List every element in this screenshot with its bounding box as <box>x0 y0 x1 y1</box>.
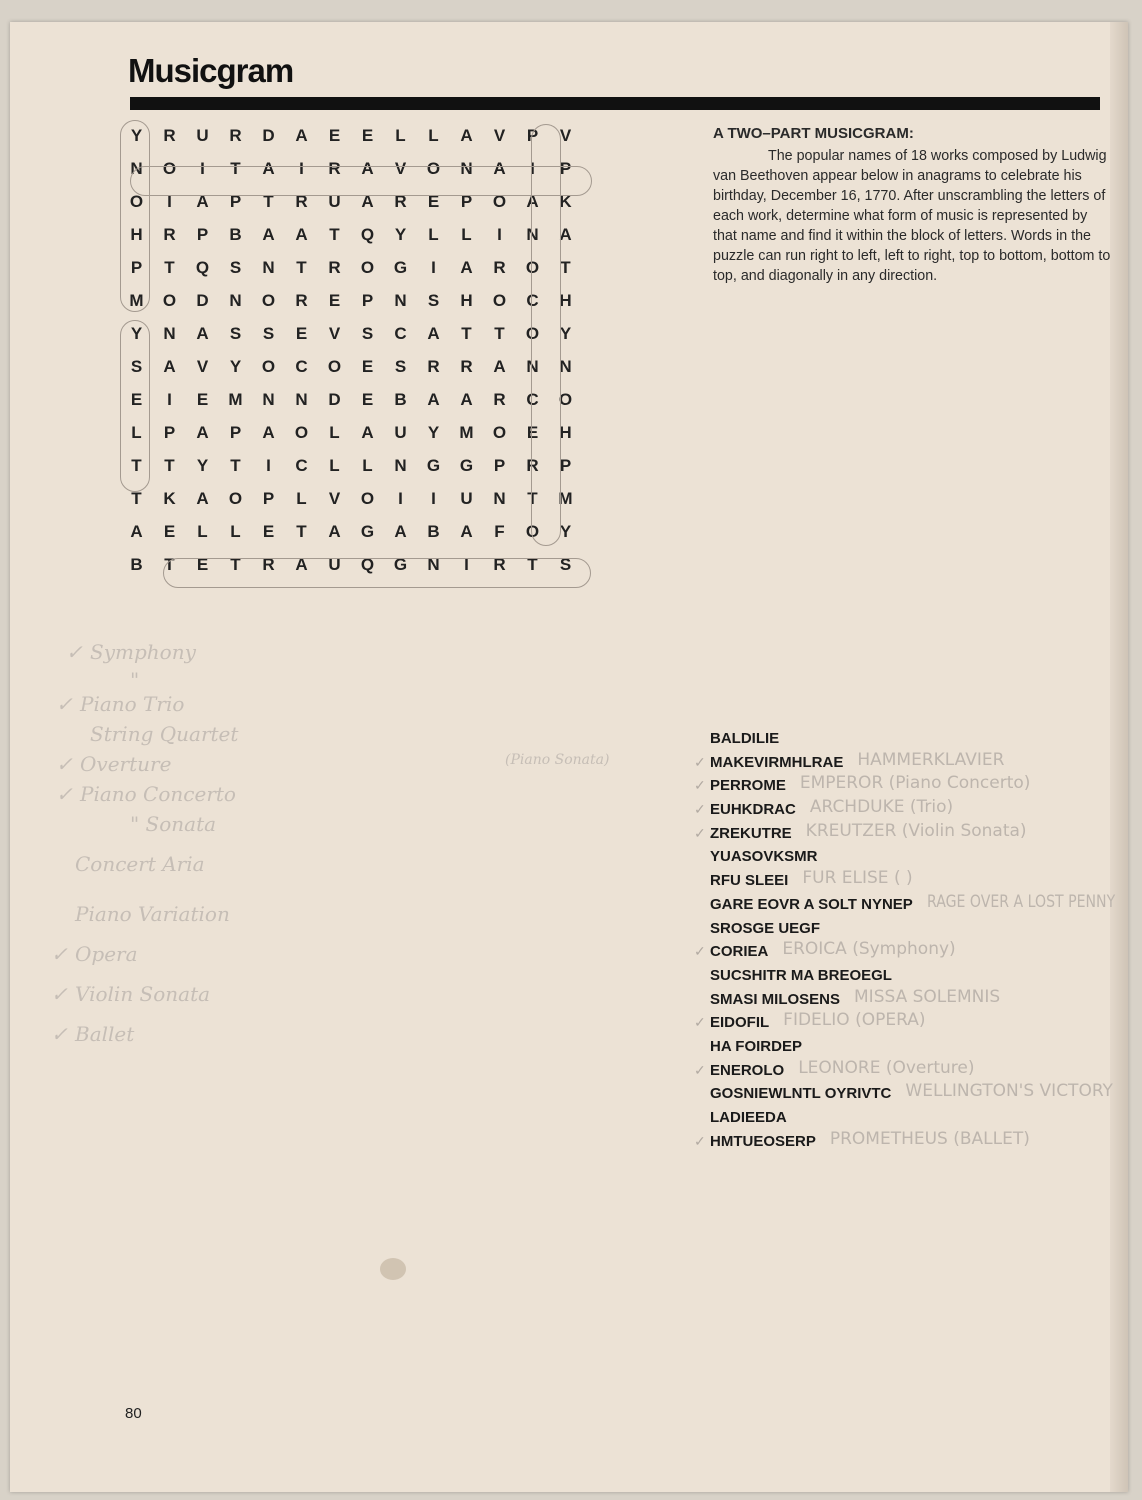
grid-letter: P <box>163 422 176 442</box>
grid-letter: Q <box>360 554 375 574</box>
grid-letter: I <box>464 554 469 574</box>
grid-letter: C <box>394 323 407 343</box>
pencil-highlight <box>531 124 561 546</box>
grid-letter: A <box>526 191 539 211</box>
grid-letter: O <box>228 488 243 508</box>
grid-letter: O <box>492 191 507 211</box>
grid-letter: E <box>196 389 209 409</box>
pencil-answer: LEONORE (Overture) <box>798 1057 975 1078</box>
margin-note: Violin Sonata <box>75 982 211 1006</box>
grid-letter: E <box>262 521 275 541</box>
grid-letter: V <box>493 125 506 145</box>
paper-stain <box>380 1258 406 1280</box>
pencil-answer: RAGE OVER A LOST PENNY <box>926 891 1115 912</box>
grid-letter: H <box>130 224 143 244</box>
margin-note: String Quartet <box>90 722 239 746</box>
grid-letter: K <box>559 191 572 211</box>
grid-letter: A <box>460 257 473 277</box>
grid-letter: R <box>460 356 473 376</box>
grid-letter: Q <box>195 257 210 277</box>
grid-letter: T <box>329 224 340 244</box>
grid-letter: T <box>296 521 307 541</box>
grid-letter: S <box>361 323 374 343</box>
scrambled-word: CORIEA <box>710 943 769 961</box>
pencil-answer: ARCHDUKE (Trio) <box>809 797 954 818</box>
grid-letter: L <box>428 125 439 145</box>
margin-note: Symphony <box>90 640 196 664</box>
grid-letter: N <box>229 290 242 310</box>
grid-letter: I <box>299 158 304 178</box>
margin-note: Concert Aria <box>75 852 205 876</box>
grid-letter: O <box>558 389 573 409</box>
grid-letter: I <box>497 224 502 244</box>
grid-letter: A <box>328 521 341 541</box>
grid-letter: E <box>328 125 341 145</box>
grid-letter: T <box>527 488 538 508</box>
grid-letter: N <box>163 323 176 343</box>
pencil-answer: MISSA SOLEMNIS <box>854 986 1001 1007</box>
grid-letter: A <box>427 323 440 343</box>
pencil-highlight <box>120 320 150 492</box>
grid-letter: N <box>394 290 407 310</box>
pencil-highlight <box>130 166 592 196</box>
intro-text: The popular names of 18 works composed by Ludwig van Beethoven appear below in anagrams to celebrate his birthday, December 16, 1770. After unscrambling the letters of each work, determine what form of music is represented by that name and find it within the block of letters. Words in the puzzle can run right to left, left to right, top to bottom, bottom to top, and diagonally in any direction. <box>713 148 1111 284</box>
grid-letter: A <box>493 356 506 376</box>
grid-letter: N <box>295 389 308 409</box>
grid-letter: L <box>197 521 208 541</box>
grid-letter: U <box>328 191 341 211</box>
grid-letter: N <box>427 554 440 574</box>
scrambled-word: EUHKDRAC <box>710 801 796 819</box>
grid-letter: R <box>262 554 275 574</box>
pencil-answer: HAMMERKLAVIER <box>857 749 1005 770</box>
grid-letter: E <box>163 521 176 541</box>
grid-letter: P <box>229 422 242 442</box>
pencil-answer: PROMETHEUS (BALLET) <box>829 1128 1030 1149</box>
scrambled-word: MAKEVIRMHLRAE <box>710 753 844 771</box>
scrambled-word: GARE EOVR A SOLT NYNEP <box>710 895 913 913</box>
grid-letter: A <box>394 521 407 541</box>
scrambled-word: EIDOFIL <box>710 1014 770 1032</box>
grid-letter: E <box>526 422 539 442</box>
margin-note: Ballet <box>75 1022 135 1046</box>
grid-letter: O <box>426 158 441 178</box>
scrambled-word: PERROME <box>710 777 786 795</box>
grid-letter: T <box>131 488 142 508</box>
grid-letter: Y <box>559 521 572 541</box>
grid-letter: R <box>493 389 506 409</box>
grid-letter: N <box>526 224 539 244</box>
pencil-check-icon: ✓ <box>51 982 68 1006</box>
grid-letter: R <box>328 158 341 178</box>
pencil-check-icon: ✓ <box>56 752 73 776</box>
grid-letter: I <box>266 455 271 475</box>
grid-letter: V <box>559 125 572 145</box>
grid-letter: E <box>295 323 308 343</box>
grid-letter: O <box>261 356 276 376</box>
grid-letter: S <box>130 356 143 376</box>
grid-letter: V <box>328 488 341 508</box>
grid-letter: P <box>559 158 572 178</box>
scrambled-word: GOSNIEWLNTL OYRIVTC <box>710 1085 892 1103</box>
margin-note: Piano Trio <box>80 692 185 716</box>
grid-letter: E <box>196 554 209 574</box>
grid-letter: C <box>526 389 539 409</box>
grid-letter: T <box>164 554 175 574</box>
grid-letter: O <box>360 257 375 277</box>
grid-letter: P <box>361 290 374 310</box>
grid-letter: S <box>262 323 275 343</box>
grid-letter: V <box>394 158 407 178</box>
grid-letter: U <box>328 554 341 574</box>
grid-letter: I <box>530 158 535 178</box>
scrambled-word: SMASI MILOSENS <box>710 990 841 1008</box>
grid-letter: U <box>394 422 407 442</box>
scrambled-word: ENEROLO <box>710 1061 785 1079</box>
grid-letter: A <box>196 422 209 442</box>
grid-letter: T <box>527 554 538 574</box>
grid-letter: L <box>362 455 373 475</box>
pencil-check-icon: ✓ <box>694 1014 706 1031</box>
anagram-row <box>694 1010 1120 1038</box>
grid-letter: A <box>262 422 275 442</box>
grid-letter: O <box>492 422 507 442</box>
grid-letter: N <box>394 455 407 475</box>
grid-letter: O <box>294 422 309 442</box>
magazine-page <box>10 22 1128 1492</box>
grid-letter: A <box>460 521 473 541</box>
scrambled-word: YUASOVKSMR <box>710 848 818 866</box>
anagram-row <box>694 939 1120 967</box>
margin-note: Opera <box>75 942 138 966</box>
grid-letter: T <box>461 323 472 343</box>
grid-letter: F <box>494 521 505 541</box>
anagram-row <box>710 848 1120 872</box>
grid-letter: N <box>262 257 275 277</box>
grid-letter: E <box>361 356 374 376</box>
grid-letter: E <box>328 290 341 310</box>
grid-letter: Y <box>130 323 143 343</box>
pencil-highlight <box>163 558 591 588</box>
grid-letter: D <box>262 125 275 145</box>
grid-letter: O <box>492 290 507 310</box>
grid-letter: A <box>295 554 308 574</box>
grid-letter: T <box>560 257 571 277</box>
grid-letter: T <box>131 455 142 475</box>
grid-letter: G <box>360 521 375 541</box>
scrambled-word: LADIEEDA <box>710 1109 787 1126</box>
grid-letter: P <box>130 257 143 277</box>
grid-letter: O <box>525 257 540 277</box>
grid-letter: S <box>394 356 407 376</box>
grid-letter: R <box>493 554 506 574</box>
margin-note: Piano Variation <box>75 902 230 926</box>
intro-heading: A TWO–PART MUSICGRAM: <box>713 125 914 142</box>
grid-letter: C <box>526 290 539 310</box>
grid-letter: B <box>427 521 440 541</box>
grid-letter: M <box>459 422 474 442</box>
anagram-list <box>694 730 1120 1156</box>
margin-note: " <box>130 668 140 692</box>
grid-letter: T <box>230 554 241 574</box>
grid-letter: R <box>295 290 308 310</box>
pencil-answer: EMPEROR (Piano Concerto) <box>799 773 1031 794</box>
grid-letter: A <box>427 389 440 409</box>
grid-letter: A <box>196 323 209 343</box>
grid-letter: G <box>426 455 441 475</box>
grid-letter: E <box>361 389 374 409</box>
grid-letter: T <box>494 323 505 343</box>
pencil-check-icon: ✓ <box>694 824 706 841</box>
grid-letter: A <box>163 356 176 376</box>
page-title: Musicgram <box>128 52 294 89</box>
grid-letter: I <box>398 488 403 508</box>
grid-letter: Y <box>394 224 407 244</box>
grid-letter: A <box>196 488 209 508</box>
grid-letter: L <box>329 422 340 442</box>
grid-letter: I <box>167 389 172 409</box>
anagram-row <box>694 820 1120 849</box>
grid-letter: P <box>229 191 242 211</box>
grid-letter: O <box>327 356 342 376</box>
grid-letter: I <box>431 257 436 277</box>
scrambled-word: SUCSHITR MA BREOEGL <box>710 966 892 984</box>
grid-letter: U <box>460 488 473 508</box>
grid-letter: A <box>460 389 473 409</box>
grid-letter: O <box>525 323 540 343</box>
grid-letter: A <box>295 224 308 244</box>
grid-letter: B <box>229 224 242 244</box>
grid-letter: Y <box>427 422 440 442</box>
grid-letter: Y <box>196 455 209 475</box>
scrambled-word: ZREKUTRE <box>710 824 792 842</box>
pencil-check-icon: ✓ <box>694 943 706 960</box>
grid-letter: L <box>131 422 142 442</box>
grid-letter: D <box>328 389 341 409</box>
pencil-check-icon: ✓ <box>694 801 706 818</box>
grid-letter: O <box>261 290 276 310</box>
grid-letter: N <box>493 488 506 508</box>
grid-letter: Y <box>229 356 242 376</box>
grid-letter: B <box>394 389 407 409</box>
grid-letter: R <box>427 356 440 376</box>
grid-letter: T <box>164 257 175 277</box>
grid-letter: C <box>295 455 308 475</box>
grid-letter: H <box>460 290 473 310</box>
grid-letter: I <box>200 158 205 178</box>
grid-letter: V <box>196 356 209 376</box>
grid-letter: A <box>361 191 374 211</box>
grid-letter: T <box>230 455 241 475</box>
grid-letter: C <box>295 356 308 376</box>
grid-letter: E <box>361 125 374 145</box>
grid-letter: R <box>493 257 506 277</box>
pencil-check-icon: ✓ <box>56 782 73 806</box>
pencil-check-icon: ✓ <box>66 640 83 664</box>
scrambled-word: HMTUEOSERP <box>710 1132 816 1150</box>
grid-letter: R <box>328 257 341 277</box>
grid-letter: R <box>229 125 242 145</box>
pencil-side-note: (Piano Sonata) <box>505 752 610 768</box>
grid-letter: D <box>196 290 209 310</box>
margin-note: Overture <box>80 752 172 776</box>
anagram-row <box>710 1081 1120 1109</box>
grid-letter: R <box>526 455 539 475</box>
grid-letter: H <box>559 290 572 310</box>
grid-letter: T <box>263 191 274 211</box>
scrambled-word: RFU SLEEI <box>710 872 789 890</box>
pencil-highlight <box>120 120 150 312</box>
grid-letter: O <box>360 488 375 508</box>
grid-letter: L <box>461 224 472 244</box>
pencil-check-icon: ✓ <box>56 692 73 716</box>
grid-letter: I <box>431 488 436 508</box>
grid-letter: R <box>295 191 308 211</box>
grid-letter: Y <box>559 323 572 343</box>
grid-letter: Y <box>130 125 143 145</box>
grid-letter: S <box>427 290 440 310</box>
grid-letter: G <box>459 455 474 475</box>
grid-letter: T <box>164 455 175 475</box>
grid-letter: P <box>196 224 209 244</box>
grid-letter: G <box>393 257 408 277</box>
grid-letter: A <box>361 422 374 442</box>
pencil-check-icon: ✓ <box>51 942 68 966</box>
grid-letter: N <box>262 389 275 409</box>
grid-letter: O <box>162 158 177 178</box>
grid-letter: U <box>196 125 209 145</box>
grid-letter: A <box>460 125 473 145</box>
grid-letter: I <box>167 191 172 211</box>
grid-letter: P <box>526 125 539 145</box>
grid-letter: G <box>393 554 408 574</box>
grid-letter: N <box>559 356 572 376</box>
grid-letter: N <box>526 356 539 376</box>
grid-letter: E <box>130 389 143 409</box>
pencil-answer: KREUTZER (Violin Sonata) <box>805 820 1027 841</box>
grid-letter: P <box>559 455 572 475</box>
grid-letter: A <box>262 224 275 244</box>
grid-letter: M <box>228 389 243 409</box>
grid-letter: S <box>559 554 572 574</box>
grid-letter: A <box>196 191 209 211</box>
grid-letter: V <box>328 323 341 343</box>
grid-letter: P <box>460 191 473 211</box>
pencil-check-icon: ✓ <box>694 1061 706 1078</box>
pencil-check-icon: ✓ <box>51 1022 68 1046</box>
intro-section <box>713 125 1113 286</box>
pencil-answer: FIDELIO (OPERA) <box>783 1010 926 1031</box>
grid-letter: S <box>229 323 242 343</box>
grid-letter: A <box>130 521 143 541</box>
grid-letter: L <box>329 455 340 475</box>
grid-letter: L <box>230 521 241 541</box>
grid-letter: S <box>229 257 242 277</box>
grid-letter: M <box>129 290 144 310</box>
scrambled-word: HA FOIRDEP <box>710 1037 802 1055</box>
grid-letter: P <box>493 455 506 475</box>
grid-letter: Q <box>360 224 375 244</box>
scrambled-word: BALDILIE <box>710 730 780 747</box>
scrambled-word: SROSGE UEGF <box>710 919 821 937</box>
grid-letter: R <box>163 125 176 145</box>
anagram-row <box>710 891 1120 920</box>
grid-letter: A <box>361 158 374 178</box>
anagram-row <box>694 1128 1120 1157</box>
grid-letter: R <box>394 191 407 211</box>
grid-letter: T <box>296 257 307 277</box>
title-rule <box>130 97 1100 110</box>
grid-letter: L <box>296 488 307 508</box>
grid-letter: O <box>162 290 177 310</box>
pencil-check-icon: ✓ <box>694 1132 706 1149</box>
pencil-answer: WELLINGTON'S VICTORY <box>905 1081 1113 1102</box>
grid-letter: P <box>262 488 275 508</box>
grid-letter: K <box>163 488 176 508</box>
grid-letter: O <box>525 521 540 541</box>
grid-letter: T <box>230 158 241 178</box>
pencil-answer: FUR ELISE ( ) <box>802 868 913 889</box>
page-number: 80 <box>125 1405 142 1422</box>
grid-letter: N <box>460 158 473 178</box>
grid-letter: H <box>559 422 572 442</box>
grid-letter: A <box>262 158 275 178</box>
grid-letter: L <box>428 224 439 244</box>
grid-letter: A <box>559 224 572 244</box>
grid-letter: M <box>558 488 573 508</box>
margin-note: Piano Concerto <box>80 782 236 806</box>
pencil-check-icon: ✓ <box>694 753 706 770</box>
pencil-answer: EROICA (Symphony) <box>782 939 956 960</box>
grid-letter: B <box>130 554 143 574</box>
grid-letter: A <box>295 125 308 145</box>
grid-letter: A <box>493 158 506 178</box>
grid-letter: R <box>163 224 176 244</box>
grid-letter: N <box>130 158 143 178</box>
grid-letter: O <box>129 191 144 211</box>
grid-letter: L <box>395 125 406 145</box>
grid-letter: E <box>427 191 440 211</box>
pencil-check-icon: ✓ <box>694 777 706 794</box>
margin-note: " Sonata <box>130 812 217 836</box>
